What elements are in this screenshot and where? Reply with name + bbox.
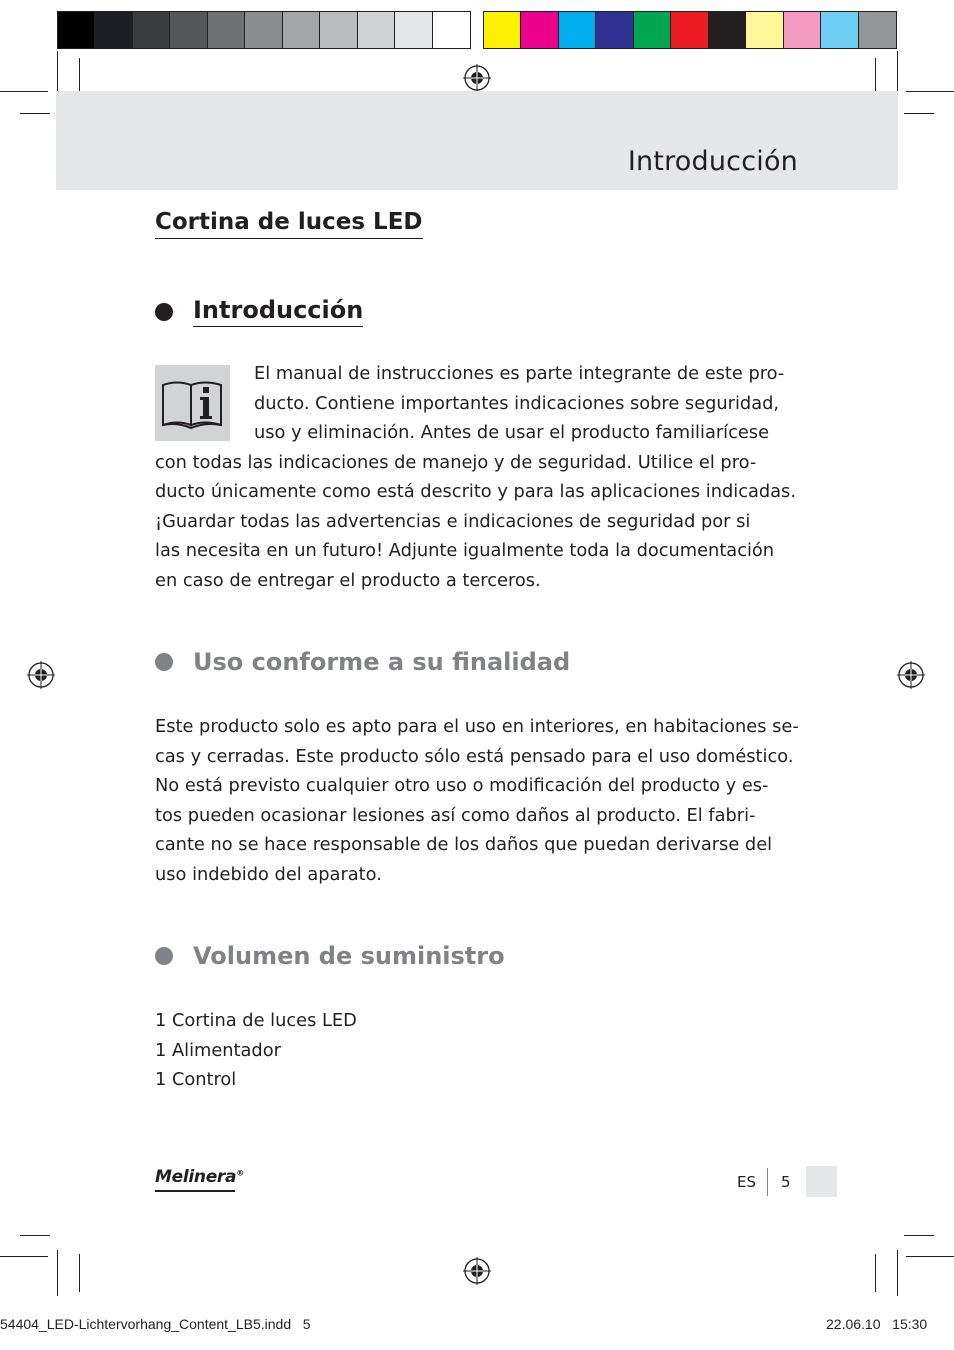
crop-mark bbox=[906, 1256, 954, 1257]
list-item: 1 Cortina de luces LED bbox=[155, 1010, 357, 1031]
crop-mark bbox=[0, 1256, 48, 1257]
section-heading-introduccion bbox=[155, 296, 363, 327]
uso-paragraph bbox=[155, 712, 799, 889]
section-heading-text: Introducción bbox=[193, 296, 363, 327]
document-title: Cortina de luces LED bbox=[155, 209, 423, 239]
crop-mark bbox=[906, 91, 954, 92]
crop-mark bbox=[79, 1254, 80, 1292]
color-swatch bbox=[208, 12, 245, 48]
text-line: cas y cerradas. Este producto sólo está pensado para el uso doméstico. bbox=[155, 745, 794, 767]
brand-logo-underline bbox=[155, 1190, 235, 1192]
color-swatch bbox=[521, 12, 558, 48]
color-swatch bbox=[821, 12, 858, 48]
grey-scale-bar bbox=[57, 11, 471, 49]
section-heading-uso-conforme bbox=[155, 648, 570, 676]
color-swatch bbox=[596, 12, 633, 48]
color-swatch bbox=[283, 12, 320, 48]
text-line: ducto únicamente como está descrito y para las aplicaciones indicadas. bbox=[155, 481, 796, 502]
text-line: Este producto solo es apto para el uso en interiores, en habitaciones se- bbox=[155, 716, 799, 737]
footer-divider bbox=[767, 1168, 768, 1196]
section-heading-volumen bbox=[155, 942, 505, 970]
crop-mark bbox=[897, 1250, 898, 1296]
color-swatch bbox=[709, 12, 746, 48]
color-swatch bbox=[170, 12, 207, 48]
language-code: ES bbox=[737, 1173, 756, 1191]
color-swatch bbox=[358, 12, 395, 48]
bullet-icon bbox=[155, 947, 173, 965]
color-swatch bbox=[433, 12, 470, 48]
crop-mark bbox=[904, 1235, 934, 1236]
color-swatch bbox=[634, 12, 671, 48]
text-line: uso indebido del aparato. bbox=[155, 863, 382, 885]
list-item: 1 Control bbox=[155, 1069, 237, 1090]
registration-mark-icon bbox=[27, 661, 55, 689]
color-swatch bbox=[559, 12, 596, 48]
slug-filename: 54404_LED-Lichtervorhang_Content_LB5.indd 5 bbox=[0, 1316, 311, 1332]
crop-mark bbox=[875, 1254, 876, 1292]
text-line: ¡Guardar todas las advertencias e indicaciones de seguridad por si bbox=[155, 510, 751, 532]
registration-mark-icon bbox=[463, 64, 491, 92]
color-swatch bbox=[320, 12, 357, 48]
crop-mark bbox=[0, 91, 48, 92]
color-swatch bbox=[671, 12, 708, 48]
registered-mark: ® bbox=[236, 1168, 244, 1178]
page-number: 5 bbox=[781, 1173, 791, 1191]
brand-logo bbox=[155, 1167, 244, 1187]
brand-name: Melinera bbox=[155, 1167, 237, 1187]
text-line: en caso de entregar el producto a terceros. bbox=[155, 569, 541, 591]
text-line: ducto. Contiene importantes indicaciones sobre seguridad, bbox=[254, 392, 780, 414]
color-swatch bbox=[245, 12, 282, 48]
list-item: 1 Alimentador bbox=[155, 1039, 281, 1061]
crop-mark bbox=[20, 113, 50, 114]
color-bar bbox=[483, 11, 897, 49]
crop-mark bbox=[904, 113, 934, 114]
bullet-icon bbox=[155, 653, 173, 671]
text-line: tos pueden ocasionar lesiones así como daños al producto. El fabri- bbox=[155, 804, 756, 826]
color-swatch bbox=[395, 12, 432, 48]
text-line: El manual de instrucciones es parte integrante de este pro- bbox=[254, 363, 785, 384]
section-heading-text: Uso conforme a su finalidad bbox=[193, 648, 571, 676]
color-swatch bbox=[746, 12, 783, 48]
crop-mark bbox=[20, 1235, 50, 1236]
slug-datetime: 22.06.10 15:30 bbox=[826, 1316, 928, 1332]
header-section-title: Introducción bbox=[627, 146, 798, 177]
text-line: No está previsto cualquier otro uso o modificación del producto y es- bbox=[155, 775, 769, 796]
text-line: cante no se hace responsable de los daños que puedan derivarse del bbox=[155, 834, 773, 855]
page-tab-box bbox=[806, 1166, 837, 1197]
color-swatch bbox=[133, 12, 170, 48]
intro-paragraph bbox=[0, 359, 954, 595]
color-swatch bbox=[859, 12, 896, 48]
crop-mark bbox=[57, 1250, 58, 1296]
section-heading-text: Volumen de suministro bbox=[193, 942, 505, 970]
color-swatch bbox=[95, 12, 132, 48]
text-line: las necesita en un futuro! Adjunte igualmente toda la documentación bbox=[155, 540, 775, 561]
text-line: con todas las indicaciones de manejo y de seguridad. Utilice el pro- bbox=[155, 451, 757, 473]
volumen-list bbox=[155, 1006, 357, 1095]
bullet-icon bbox=[155, 303, 173, 321]
color-swatch bbox=[58, 12, 95, 48]
text-line: uso y eliminación. Antes de usar el producto familiarícese bbox=[254, 422, 770, 443]
color-swatch bbox=[484, 12, 521, 48]
registration-mark-icon bbox=[897, 661, 925, 689]
registration-mark-icon bbox=[463, 1257, 491, 1285]
color-swatch bbox=[784, 12, 821, 48]
